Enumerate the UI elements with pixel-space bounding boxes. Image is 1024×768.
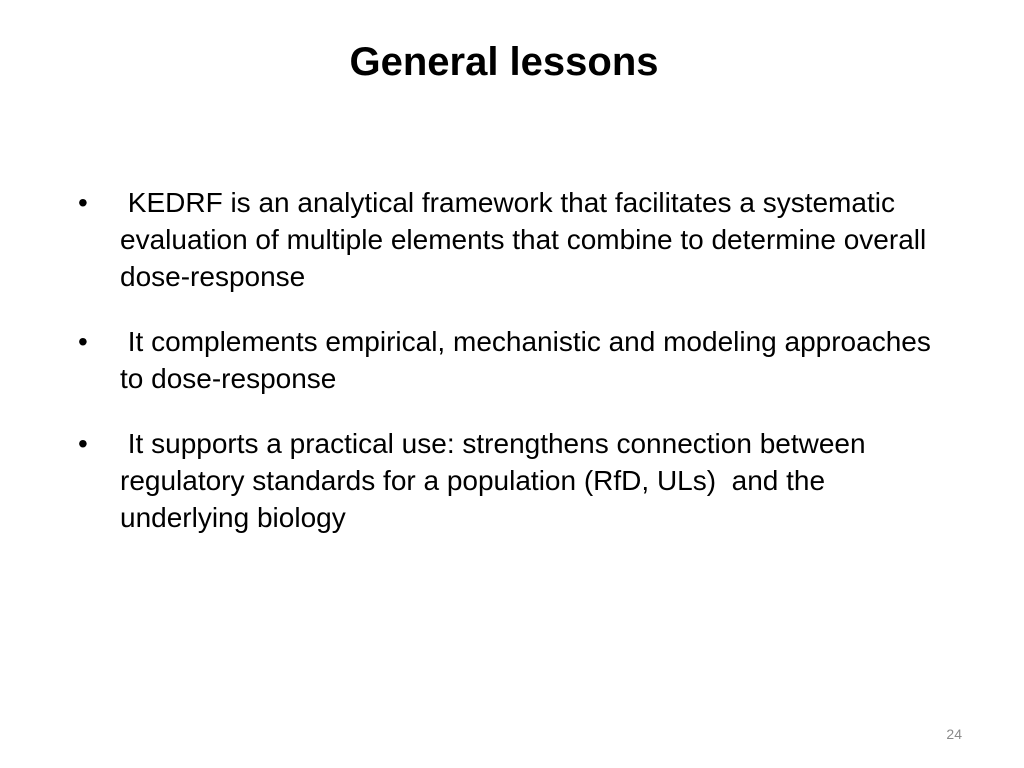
bullet-text: It complements empirical, mechanistic and modeling approaches to dose-response xyxy=(120,326,939,394)
bullet-item-1 xyxy=(72,184,952,295)
bullet-list xyxy=(72,184,952,564)
bullet-icon: • xyxy=(78,187,88,218)
bullet-icon: • xyxy=(78,428,88,459)
bullet-item-2 xyxy=(72,323,952,397)
bullet-item-3 xyxy=(72,425,952,536)
bullet-icon: • xyxy=(78,326,88,357)
slide-title: General lessons xyxy=(349,40,659,84)
bullet-text: It supports a practical use: strengthens connection between regulatory standards for a population (RfD, ULs) and the underlying biology xyxy=(120,428,874,533)
page-number: 24 xyxy=(946,726,962,742)
bullet-text: KEDRF is an analytical framework that facilitates a systematic evaluation of multiple elements that combine to determine overall dose-response xyxy=(120,187,934,292)
